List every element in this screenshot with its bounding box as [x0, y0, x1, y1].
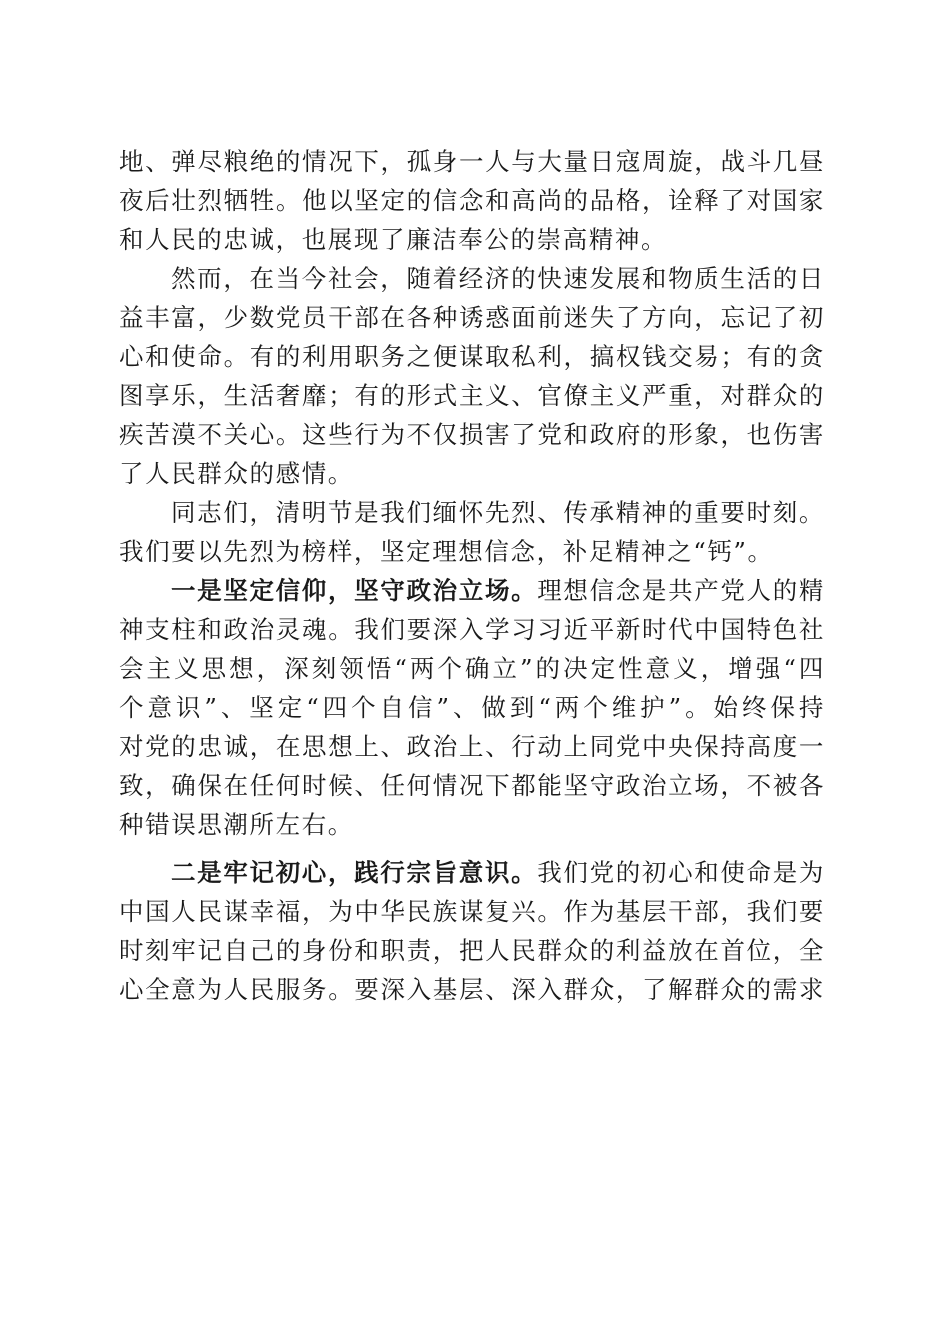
paragraph-5: [119, 853, 825, 1009]
text-line: 时刻牢记自己的身份和职责，把人民群众的利益放在首位，全: [119, 936, 825, 965]
heading-continuation: 理想信念是共产党人的精: [537, 576, 825, 605]
text-line: [119, 853, 825, 892]
text-line: [119, 571, 825, 610]
text-line: 同志们，清明节是我们缅怀先烈、传承精神的重要时刻。: [171, 498, 825, 527]
text-line: 疾苦漠不关心。这些行为不仅损害了党和政府的形象，也伤害: [119, 420, 825, 449]
paragraph-4: [119, 571, 825, 844]
text-line: 中国人民谋幸福，为中华民族谋复兴。作为基层干部，我们要: [119, 897, 825, 926]
text-line: 地、弹尽粮绝的情况下，孤身一人与大量日寇周旋，战斗几昼: [119, 147, 825, 176]
paragraph-3: [119, 493, 825, 571]
text-line: 心全意为人民服务。要深入基层、深入群众，了解群众的需求: [119, 975, 825, 1004]
text-line: 心和使命。有的利用职务之便谋取私利，搞权钱交易；有的贪: [119, 342, 825, 371]
text-line: 种错误思潮所左右。: [119, 810, 354, 839]
paragraph-2: [119, 259, 825, 493]
heading-continuation: 我们党的初心和使命是为: [537, 858, 825, 887]
text-line: 会主义思想，深刻领悟“两个确立”的决定性意义，增强“四: [119, 654, 825, 683]
text-line: 图享乐，生活奢靡；有的形式主义、官僚主义严重，对群众的: [119, 381, 825, 410]
text-line: 益丰富，少数党员干部在各种诱惑面前迷失了方向，忘记了初: [119, 303, 825, 332]
document-page: [119, 142, 825, 1009]
text-line: 然而，在当今社会，随着经济的快速发展和物质生活的日: [171, 264, 825, 293]
paragraph-heading: 二是牢记初心，践行宗旨意识。: [171, 858, 538, 887]
text-line: 夜后壮烈牺牲。他以坚定的信念和高尚的品格，诠释了对国家: [119, 186, 825, 215]
text-line: 个意识”、坚定“四个自信”、做到“两个维护”。始终保持: [119, 693, 825, 722]
paragraph-heading: 一是坚定信仰，坚守政治立场。: [171, 576, 538, 605]
text-line: 了人民群众的感情。: [119, 459, 354, 488]
text-line: 对党的忠诚，在思想上、政治上、行动上同党中央保持高度一: [119, 732, 825, 761]
text-line: 致，确保在任何时候、任何情况下都能坚守政治立场，不被各: [119, 771, 825, 800]
text-line: 我们要以先烈为榜样，坚定理想信念，补足精神之“钙”。: [119, 537, 774, 566]
paragraph-spacer: [119, 844, 825, 853]
paragraph-1: [119, 142, 825, 259]
text-line: 和人民的忠诚，也展现了廉洁奉公的崇高精神。: [119, 225, 668, 254]
text-line: 神支柱和政治灵魂。我们要深入学习习近平新时代中国特色社: [119, 615, 825, 644]
